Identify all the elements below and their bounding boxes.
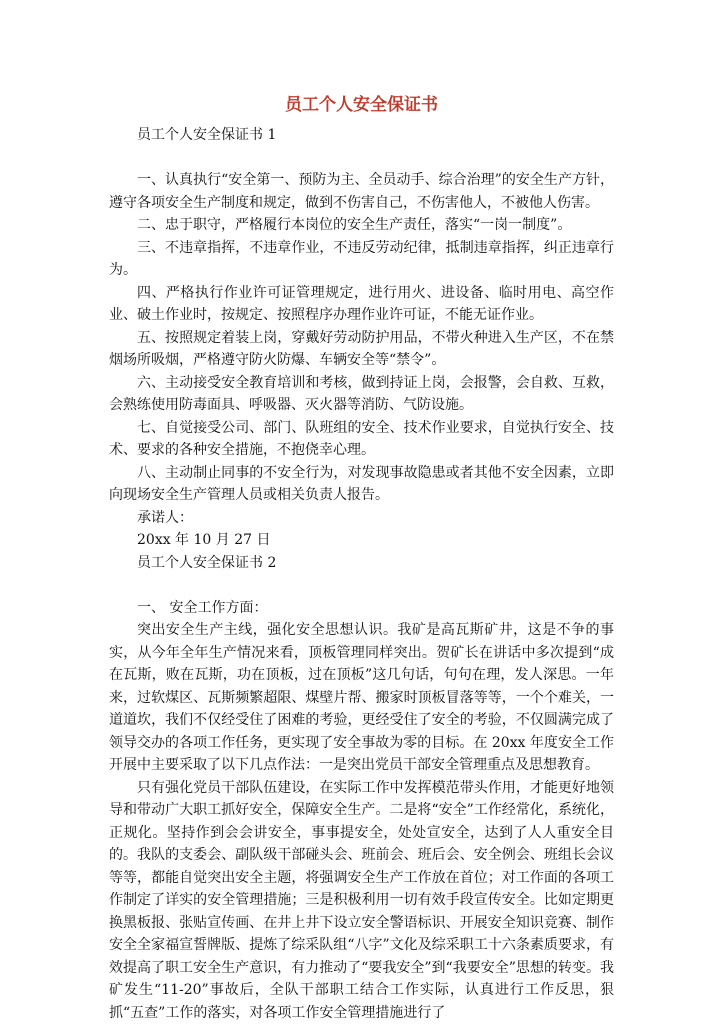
section2-paragraph-2: 突出安全生产主线，强化安全思想认识。我矿是高瓦斯矿井，这是不争的事实，从今年全年生产情况来看，顶板管理同样突出。贺矿长在讲话中多次提到“成在瓦斯，败在瓦斯，功在顶板，过在顶板”这几句话，句句在理，发人深思。一年来，过软煤区、瓦斯频繁超限、煤壁片帮、搬家时顶板冒落等等，一个个难关，一道道坎，我们不仅经受住了困难的考验，更经受住了安全的考验，不仅圆满完成了领导交办的各项工作任务，更实现了安全事故为零的目标。在 20xx 年度安全工作开展中主要采取了以下几点作法：一是突出党员干部安全管理重点及思想教育。 bbox=[109, 619, 614, 777]
section1-paragraph-7: 七、自觉接受公司、部门、队班组的安全、技术作业要求，自觉执行安全、技术、要求的各种安全措施，不抱侥幸心理。 bbox=[109, 417, 614, 462]
document-page bbox=[109, 92, 614, 1024]
section2-heading: 员工个人安全保证书 2 bbox=[109, 552, 614, 575]
blank-line bbox=[109, 574, 614, 597]
blank-line bbox=[109, 147, 614, 170]
document-title: 员工个人安全保证书 bbox=[109, 92, 614, 118]
section2-paragraph-1: 一、 安全工作方面： bbox=[109, 597, 614, 620]
signing-date: 20xx 年 10 月 27 日 bbox=[109, 529, 614, 552]
section2-paragraph-3: 只有强化党员干部队伍建设，在实际工作中发挥模范带头作用，才能更好地领导和带动广大职工抓好安全，保障安全生产。二是将“安全”工作经常化，系统化，正规化。坚持作到会会讲安全，事事提安全，处处宣安全，达到了人人重安全目的。我队的支委会、副队级干部碰头会、班前会、班后会、安全例会、班组长会议等等，都能自觉突出安全主题，将强调安全生产工作放在首位；对工作面的各项工作制定了详实的安全管理措施；三是积极利用一切有效手段宣传安全。比如定期更换黑板报、张贴宣传画、在井上井下设立安全警语标识、开展安全知识竞赛、制作安全全家福宣誓牌版、提炼了综采队组“八字”文化及综采职工十六条素质要求，有效提高了职工安全生产意识，有力推动了“要我安全”到“我要安全”思想的转变。我矿发生“11-20”事故后，全队干部职工结合工作实际，认真进行工作反思，狠抓“五查”工作的落实，对各项工作安全管理措施进行了 bbox=[109, 777, 614, 1024]
section1-paragraph-6: 六、主动接受安全教育培训和考核，做到持证上岗，会报警，会自救、互救，会熟练使用防毒面具、呼吸器、灭火器等消防、气防设施。 bbox=[109, 372, 614, 417]
section1-paragraph-3: 三、不违章指挥，不违章作业，不违反劳动纪律，抵制违章指挥，纠正违章行为。 bbox=[109, 237, 614, 282]
section1-paragraph-5: 五、按照规定着装上岗，穿戴好劳动防护用品，不带火种进入生产区，不在禁烟场所吸烟，严格遵守防火防爆、车辆安全等“禁令”。 bbox=[109, 327, 614, 372]
section1-paragraph-4: 四、严格执行作业许可证管理规定，进行用火、进设备、临时用电、高空作业、破土作业时，按规定、按照程序办理作业许可证，不能无证作业。 bbox=[109, 282, 614, 327]
section1-paragraph-2: 二、忠于职守，严格履行本岗位的安全生产责任，落实“一岗一制度”。 bbox=[109, 214, 614, 237]
section1-heading: 员工个人安全保证书 1 bbox=[109, 124, 614, 147]
signer-label: 承诺人： bbox=[109, 507, 614, 530]
section1-paragraph-1: 一、认真执行“安全第一、预防为主、全员动手、综合治理”的安全生产方针，遵守各项安全生产制度和规定，做到不伤害自己，不伤害他人，不被他人伤害。 bbox=[109, 169, 614, 214]
section1-paragraph-8: 八、主动制止同事的不安全行为，对发现事故隐患或者其他不安全因素，立即向现场安全生产管理人员或相关负责人报告。 bbox=[109, 462, 614, 507]
